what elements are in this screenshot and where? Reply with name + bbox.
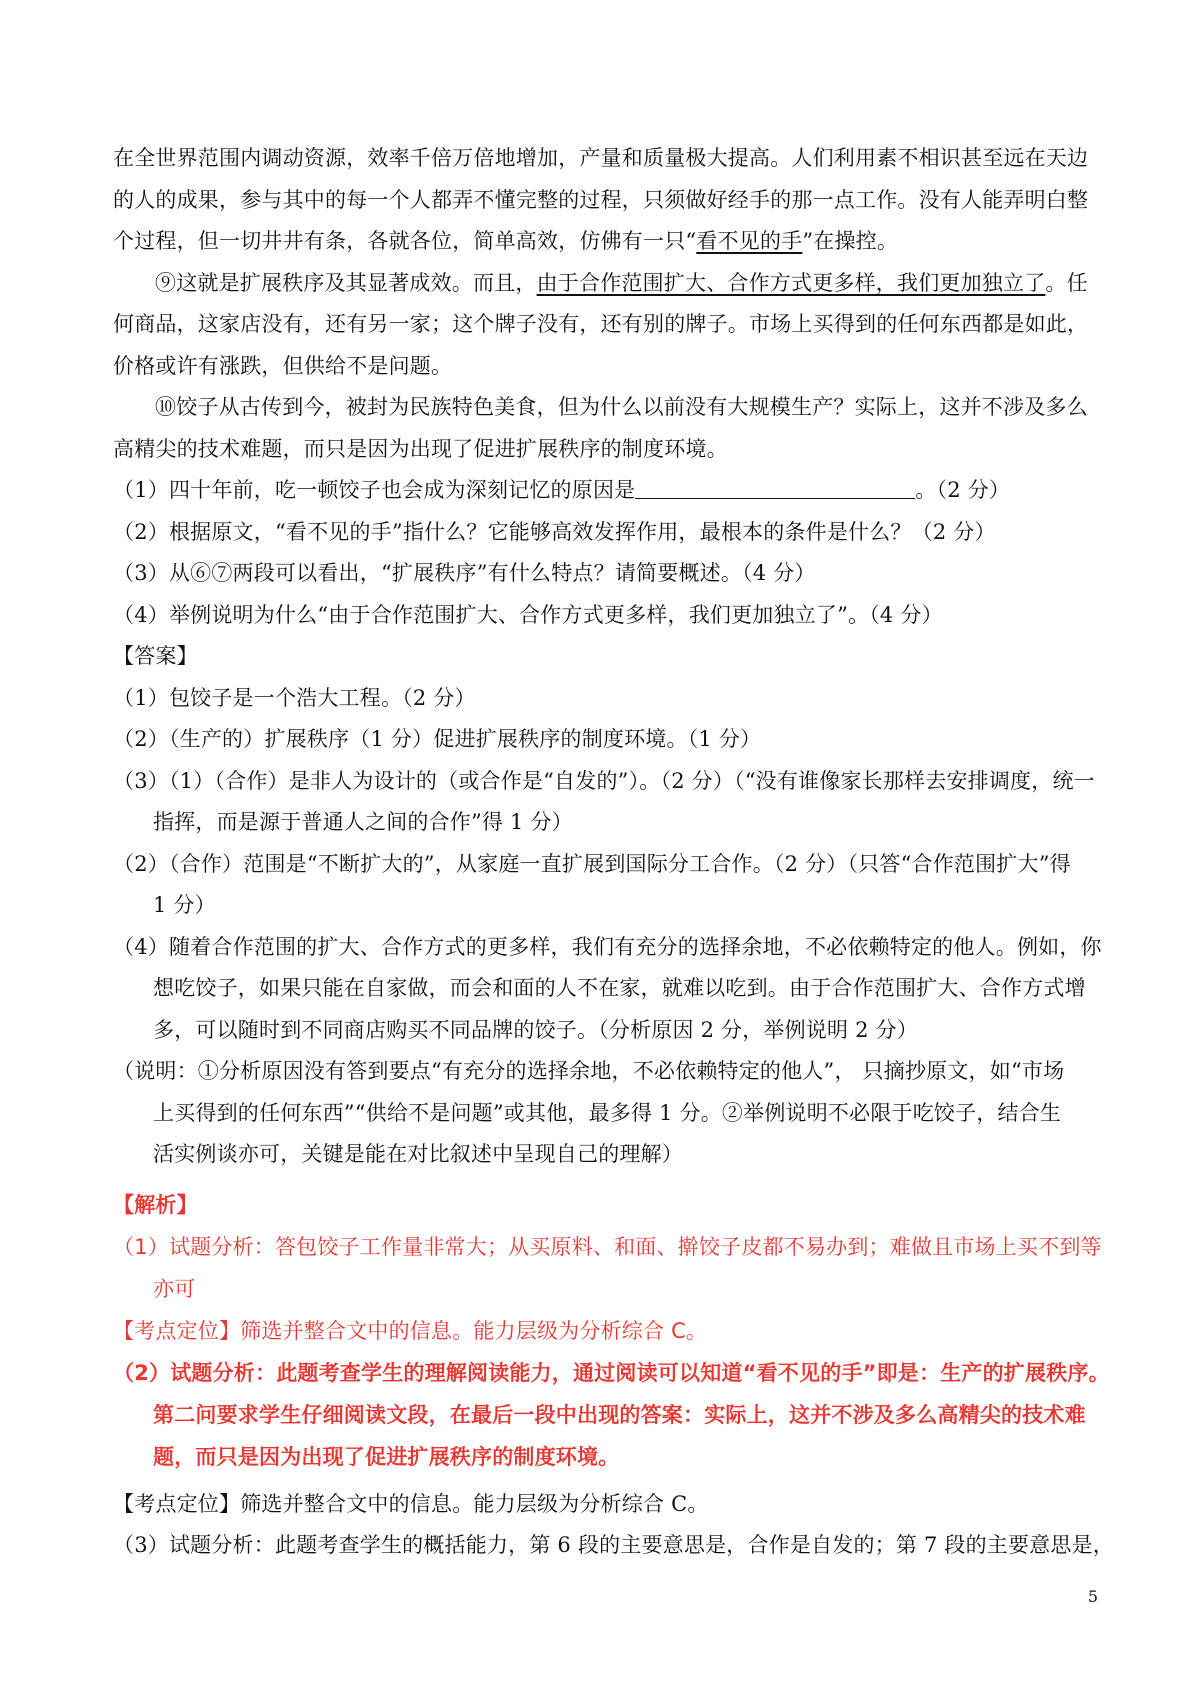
text: 个过程，但一切井井有条，各就各位，简单高效，仿佛有一只“	[113, 229, 697, 253]
analysis-1-line-1	[113, 1226, 1103, 1268]
analysis-text: （1）试题分析：答包饺子工作量非常大；从买原料、和面、擀饺子皮都不易办到；难做且市场上买不到等	[113, 1234, 1102, 1259]
analysis-keypoint-1	[113, 1310, 1103, 1352]
answer-note-line-3	[113, 1134, 1103, 1176]
answer-2	[113, 719, 1103, 761]
page-content	[113, 138, 1114, 1567]
analysis-text: 题，而只是因为出现了促进扩展秩序的制度环境。	[153, 1444, 620, 1469]
answer-4-line-1	[113, 927, 1103, 969]
answer-text: （4）随着合作范围的扩大、合作方式的更多样，我们有充分的选择余地，不必依赖特定的他人。例如，你	[113, 934, 1102, 959]
analysis-text: （2）试题分析：此题考查学生的理解阅读能力，通过阅读可以知道“看不见的手”即是：生产的扩展秩序。	[113, 1360, 1110, 1385]
paragraph-9-line-3	[113, 346, 1103, 388]
text: 价格或许有涨跌，但供给不是问题。	[113, 353, 453, 378]
answer-blank	[635, 476, 915, 499]
answer-3-1-line-2	[113, 802, 1103, 844]
note-text: 活实例谈亦可，关键是能在对比叙述中呈现自己的理解）	[153, 1142, 683, 1166]
keypoint-text: 【考点定位】筛选并整合文中的信息。能力层级为分析综合 C。	[113, 1318, 708, 1343]
text: ⑨这就是扩展秩序及其显著成效。而且，	[155, 270, 537, 295]
keypoint-2	[113, 1484, 1103, 1526]
answer-text: 想吃饺子，如果只能在自家做，而会和面的人不在家，就难以吃到。由于合作范围扩大、合作方式增	[153, 976, 1086, 1000]
answer-text: 多，可以随时到不同商店购买不同品牌的饺子。（分析原因 2 分，举例说明 2 分）	[153, 1017, 918, 1042]
answer-1	[113, 678, 1103, 720]
answer-4-line-3	[113, 1010, 1103, 1052]
answer-3-1-line-1	[113, 761, 1103, 803]
paragraph-9-line-2	[113, 304, 1103, 346]
analysis-1-line-2	[113, 1268, 1103, 1310]
heading-text: 【答案】	[113, 644, 198, 668]
keypoint-text: 【考点定位】筛选并整合文中的信息。能力层级为分析综合 C。	[113, 1491, 709, 1516]
analysis-2-line-2	[113, 1394, 1103, 1436]
answer-text: （2）（生产的）扩展秩序（1 分）促进扩展秩序的制度环境。（1 分）	[113, 727, 762, 751]
answer-text: （2）（合作）范围是“不断扩大的”，从家庭一直扩展到国际分工合作。（2 分）（只答“合作范围扩大”得	[113, 851, 1071, 876]
text: 何商品，这家店没有，还有另一家；这个牌子没有，还有别的牌子。市场上买得到的任何东西都是如此，	[113, 312, 1089, 336]
question-text: （3）从⑥⑦两段可以看出，“扩展秩序”有什么特点？请简要概述。（4 分）	[113, 561, 816, 585]
underlined-phrase: 看不见的手	[696, 229, 803, 253]
text: ⑩饺子从古传到今，被封为民族特色美食，但为什么以前没有大规模生产？实际上，这并不涉及多么	[155, 395, 1088, 419]
question-text: （1）四十年前，吃一顿饺子也会成为深刻记忆的原因是	[113, 478, 636, 502]
paragraph-10-line-1	[113, 387, 1103, 429]
answer-text: （1）包饺子是一个浩大工程。（2 分）	[113, 685, 476, 710]
answer-3-2-line-1	[113, 844, 1103, 886]
paragraph-8-line-1	[113, 138, 1103, 180]
spacer	[113, 1176, 1103, 1184]
answer-text: 指挥，而是源于普通人之间的合作”得 1 分）	[153, 810, 573, 834]
answer-text: 1 分）	[153, 893, 216, 917]
text: 的人的成果，参与其中的每一个人都弄不懂完整的过程，只须做好经手的那一点工作。没有人能弄明白整	[113, 187, 1089, 212]
analysis-text: （3）试题分析：此题考查学生的概括能力，第 6 段的主要意思是，合作是自发的；第 7 段的主要意思是，	[113, 1533, 1114, 1557]
analysis-text: 第二问要求学生仔细阅读文段，在最后一段中出现的答案：实际上，这并不涉及多么高精尖的技术难	[153, 1402, 1086, 1427]
text: 在全世界范围内调动资源，效率千倍万倍地增加，产量和质量极大提高。人们利用素不相识甚至远在天边	[113, 146, 1089, 170]
analysis-2-line-1	[113, 1352, 1110, 1394]
note-text: 上买得到的任何东西”“供给不是问题”或其他，最多得 1 分。②举例说明不必限于吃饺子，结合生	[153, 1100, 1062, 1125]
answer-text: （3）（1）（合作）是非人为设计的（或合作是“自发的”）。（2 分）（“没有谁像家长那样去安排调度，统一	[113, 768, 1095, 793]
answer-4-line-2	[113, 968, 1103, 1010]
text: 。任	[1045, 270, 1088, 295]
paragraph-8-line-3	[113, 221, 1103, 263]
text: 高精尖的技术难题，而只是因为出现了促进扩展秩序的制度环境。	[113, 436, 728, 461]
note-text: （说明：①分析原因没有答到要点“有充分的选择余地，不必依赖特定的他人”， 只摘抄原文，如“市场	[113, 1059, 1065, 1083]
page-number: 5	[1087, 1587, 1098, 1606]
analysis-3-line-1	[113, 1525, 1114, 1567]
paragraph-9-line-1	[113, 263, 1103, 305]
question-4	[113, 595, 1103, 637]
analysis-heading	[113, 1184, 1103, 1226]
analysis-2-line-3	[113, 1436, 1103, 1478]
answer-heading	[113, 636, 1103, 678]
underlined-sentence: 由于合作范围扩大、合作方式更多样，我们更加独立了	[536, 270, 1046, 295]
question-score: 。（2 分）	[915, 478, 1011, 502]
question-text: （2）根据原文，“看不见的手”指什么？它能够高效发挥作用，最根本的条件是什么？（2 分）	[113, 519, 996, 544]
question-3	[113, 553, 1103, 595]
paragraph-10-line-2	[113, 429, 1103, 471]
answer-note-line-1	[113, 1051, 1103, 1093]
question-2	[113, 512, 1103, 554]
text: ”在操控。	[802, 229, 899, 253]
answer-3-2-line-2	[113, 885, 1103, 927]
question-text: （4）举例说明为什么“由于合作范围扩大、合作方式更多样，我们更加独立了”。（4 分）	[113, 602, 943, 627]
heading-text: 【解析】	[113, 1192, 198, 1217]
analysis-text: 亦可	[153, 1276, 196, 1301]
question-1	[113, 470, 1103, 512]
paragraph-8-line-2	[113, 180, 1103, 222]
answer-note-line-2	[113, 1093, 1103, 1135]
